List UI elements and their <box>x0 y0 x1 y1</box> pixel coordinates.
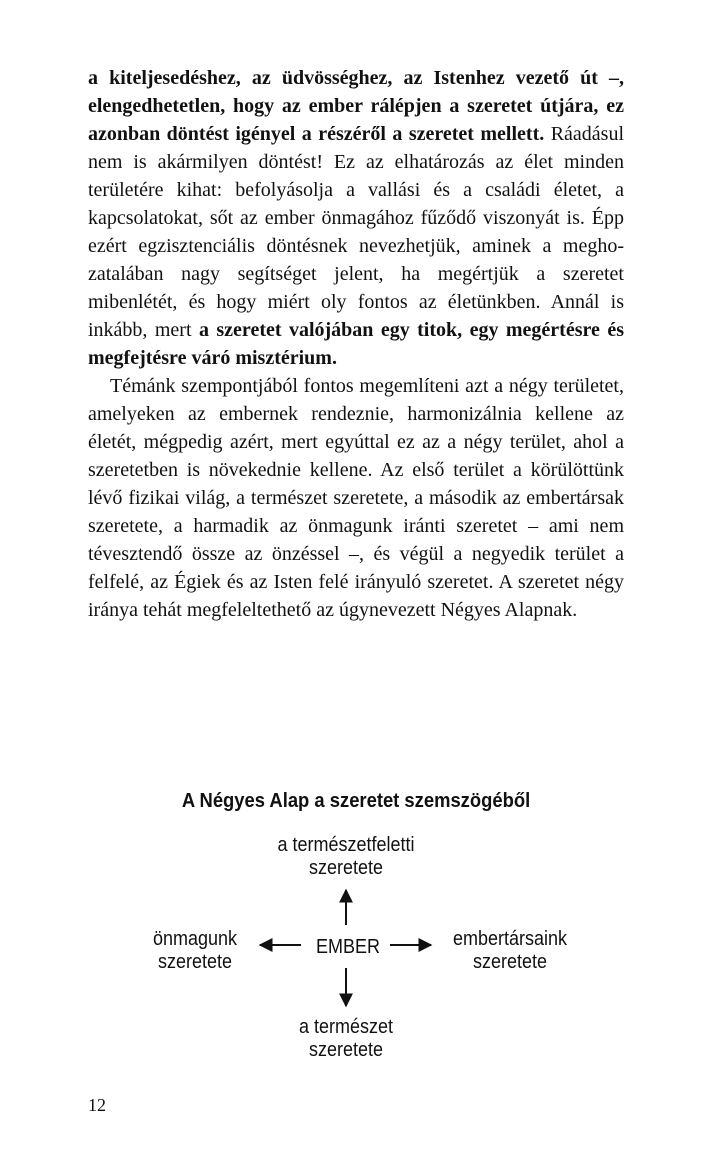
label-top-line-1: a természetfeletti <box>277 834 415 856</box>
label-bottom-line-1: a természet <box>298 1016 394 1038</box>
label-top-line-2: szeretete <box>308 857 384 879</box>
label-center-ember: EMBER <box>315 936 381 958</box>
paragraph-1-text: Ráadásul nem is akármilyen döntést! Ez az elhatározás az élet minden területére kihat: befolyásolja a vallási és a családi életet, a kapcsolatokat, sőt az ember önmagához fűződő viszonyát is. Épp ezért egzisztenciális döntésnek nevezhetjük, aminek a meghozatalában nagy segítséget jelent, ha megértjük a szeretet mibenlétét, és hogy miért oly fontos az életünkben. Annál is inkább, mert <box>88 123 624 341</box>
label-right-line-2: szeretete <box>472 951 548 973</box>
page-number: 12 <box>88 1095 106 1115</box>
bold-phrase-2: a szeretet valójában egy titok, egy megértésre és megfejtésre váró misztérium. <box>88 319 624 369</box>
label-bottom-line-2: szeretete <box>308 1039 384 1061</box>
label-right-line-1: embertársaink <box>452 928 568 950</box>
paragraph-2: Témánk szempontjából fontos megemlíteni azt a négy területet, amelyeken az embernek rendeznie, harmonizálnia kellene az életét, mégpedig azért, mert egyúttal ez az a négy terület, ahol a szeretetben is növekednie kellene. Az első terület a körülöttünk lévő fizikai világ, a természet szeretete, a második az embertársak szeretete, a harmadik az önmagunk iránti szeretet – ami nem tévesztendő össze az önzéssel –, és végül a negyedik terület a felfelé, az Égiek és az Isten felé irányuló szeretet. A szeretet négy iránya tehát megfeleltethető az úgynevezett Négyes Alapnak. <box>88 375 624 621</box>
diagram-title: A Négyes Alap a szeretet szemszögéből <box>181 790 531 812</box>
body-text <box>88 64 624 624</box>
paragraph-1 <box>88 64 624 372</box>
diagram-arrows <box>88 788 624 1078</box>
four-foundations-diagram <box>88 788 624 1078</box>
label-left-line-1: önmagunk <box>152 928 238 950</box>
bold-phrase-1: a kiteljesedéshez, az üdvösséghez, az Istenhez vezető út –, elengedhetetlen, hogy az ember rálépjen a szeretet útjára, ez azonban döntést igényel a részéről a szeretet mellett. <box>88 67 624 145</box>
label-left-line-2: szeretete <box>157 951 233 973</box>
